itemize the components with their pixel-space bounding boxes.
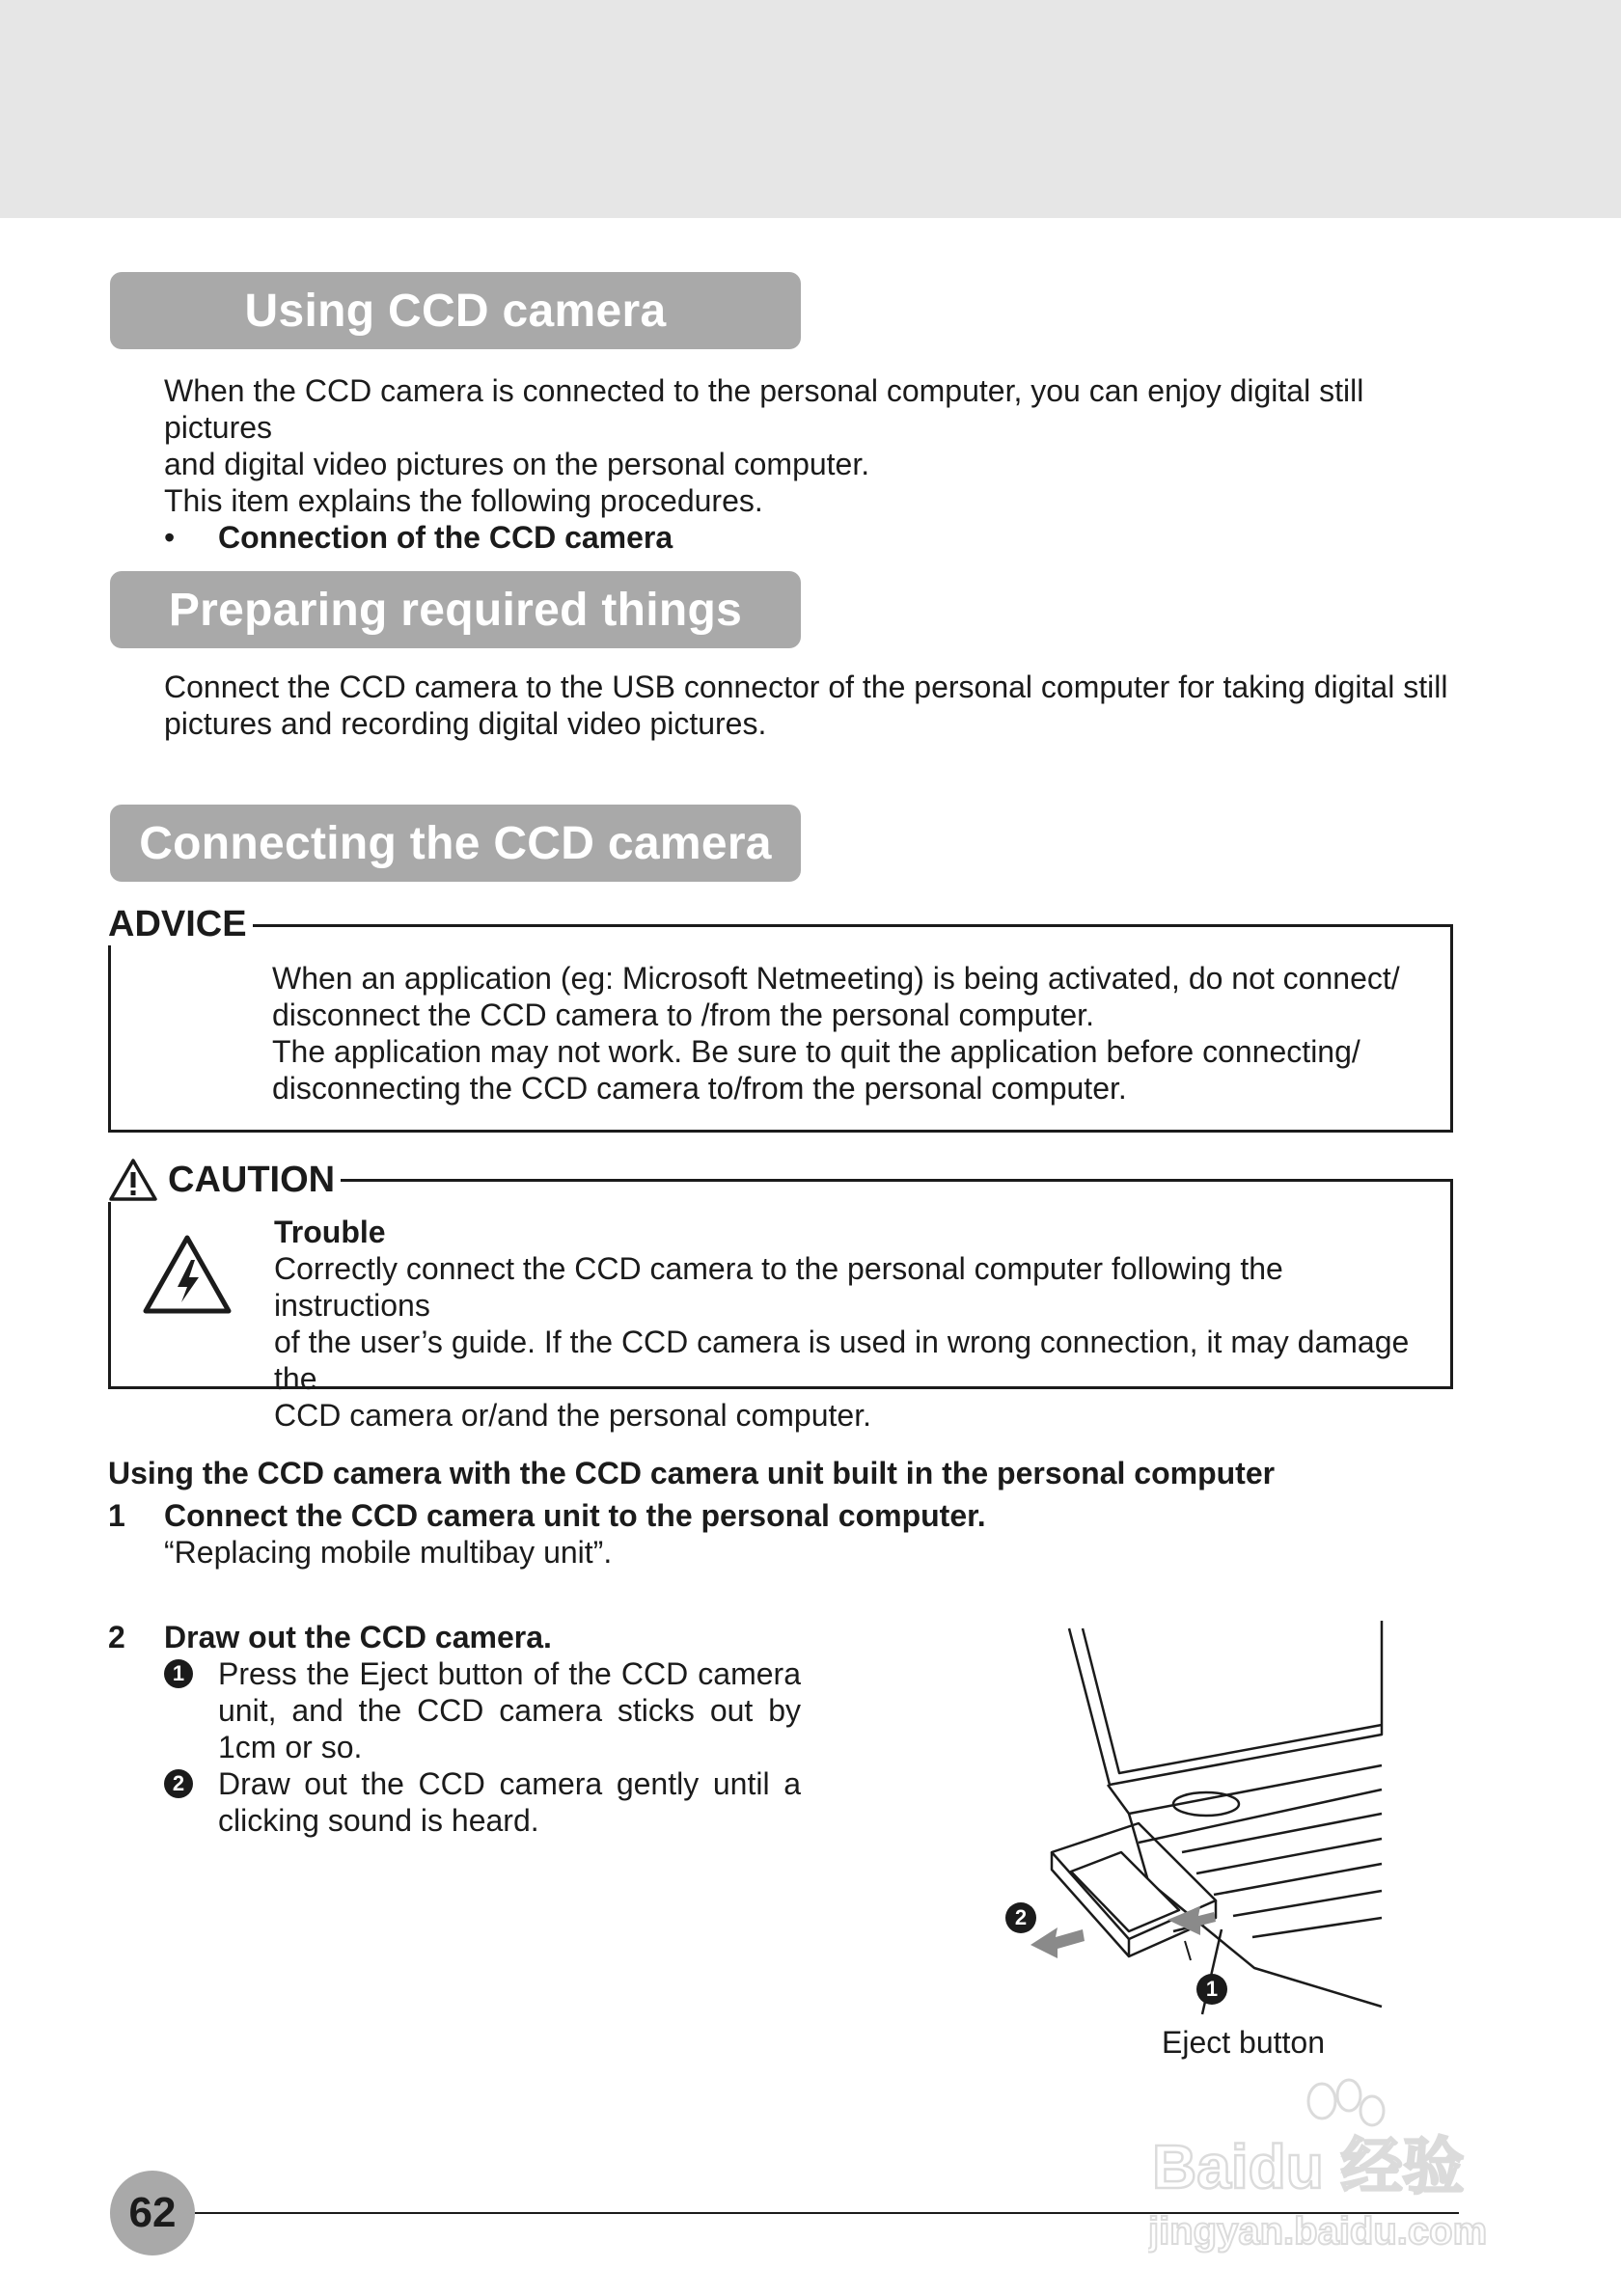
- caution-text: [274, 1214, 1440, 1434]
- figure-badge-1: 1: [1196, 1974, 1227, 2005]
- step-title: Draw out the CCD camera.: [164, 1620, 552, 1654]
- text-line: CCD camera or/and the personal computer.: [274, 1398, 871, 1433]
- substep-2: [164, 1765, 801, 1839]
- text-line: The application may not work. Be sure to quit the application before connecting/: [272, 1034, 1360, 1069]
- bullet-text: Connection of the CCD camera: [218, 520, 673, 555]
- step-title: Connect the CCD camera unit to the personal computer.: [164, 1498, 986, 1533]
- laptop-ccd-figure: [994, 1621, 1399, 2026]
- substep-1: [164, 1655, 801, 1765]
- text-line: When the CCD camera is connected to the personal computer, you can enjoy digital still pictures: [164, 373, 1364, 445]
- section-title-preparing: Preparing required things: [110, 571, 801, 648]
- step-1-reference: “Replacing mobile multibay unit”.: [164, 1535, 613, 1570]
- section-title-using-ccd: Using CCD camera: [110, 272, 801, 349]
- warning-icon: [108, 1158, 158, 1202]
- text-line: Correctly connect the CCD camera to the personal computer following the instructions: [274, 1251, 1283, 1323]
- eject-button-label: Eject button: [1162, 2025, 1325, 2060]
- bullet-item: [164, 519, 1457, 556]
- caution-heading: Trouble: [274, 1215, 386, 1249]
- watermark-url: jingyan.baidu.com: [1148, 2210, 1488, 2253]
- text-line: disconnecting the CCD camera to/from the personal computer.: [272, 1071, 1127, 1106]
- step-number: 1: [108, 1498, 125, 1533]
- text-line: When an application (eg: Microsoft Netmeeting) is being activated, do not connect/: [272, 961, 1400, 996]
- bullet-dot: •: [164, 520, 176, 555]
- substep-text: Draw out the CCD camera gently until a clicking sound is heard.: [218, 1766, 801, 1838]
- text-line: pictures and recording digital video pictures.: [164, 706, 767, 741]
- substep-badge: 2: [164, 1769, 193, 1798]
- baidu-watermark: [1148, 2074, 1525, 2257]
- advice-text: [272, 960, 1438, 1107]
- using-ccd-description: [164, 372, 1457, 556]
- procedure-heading: Using the CCD camera with the CCD camera unit built in the personal computer: [108, 1456, 1276, 1490]
- step-number: 2: [108, 1620, 125, 1654]
- section-title-connecting: Connecting the CCD camera: [110, 805, 801, 882]
- caution-label-group: [108, 1158, 341, 1202]
- text-line: Connect the CCD camera to the USB connector of the personal computer for taking digital still: [164, 670, 1448, 704]
- figure-badge-2: 2: [1005, 1902, 1036, 1933]
- text-line: This item explains the following procedures.: [164, 483, 763, 518]
- substep-badge: 1: [164, 1659, 193, 1688]
- step-2: [108, 1619, 552, 1655]
- step-1: [108, 1497, 986, 1534]
- text-line: of the user’s guide. If the CCD camera is used in wrong connection, it may damage the: [274, 1325, 1410, 1396]
- page-number: 62: [110, 2171, 195, 2255]
- advice-label: ADVICE: [108, 903, 253, 945]
- caution-label: CAUTION: [168, 1160, 336, 1200]
- text-line: and digital video pictures on the personal computer.: [164, 447, 870, 481]
- preparing-description: [164, 669, 1457, 742]
- electric-hazard-icon: [141, 1233, 234, 1316]
- substep-text: Press the Eject button of the CCD camera unit, and the CCD camera sticks out by 1cm or so.: [218, 1656, 801, 1764]
- watermark-brand: Baidu 经验: [1152, 2132, 1465, 2201]
- text-line: disconnect the CCD camera to /from the personal computer.: [272, 998, 1094, 1032]
- header-band: [0, 0, 1621, 218]
